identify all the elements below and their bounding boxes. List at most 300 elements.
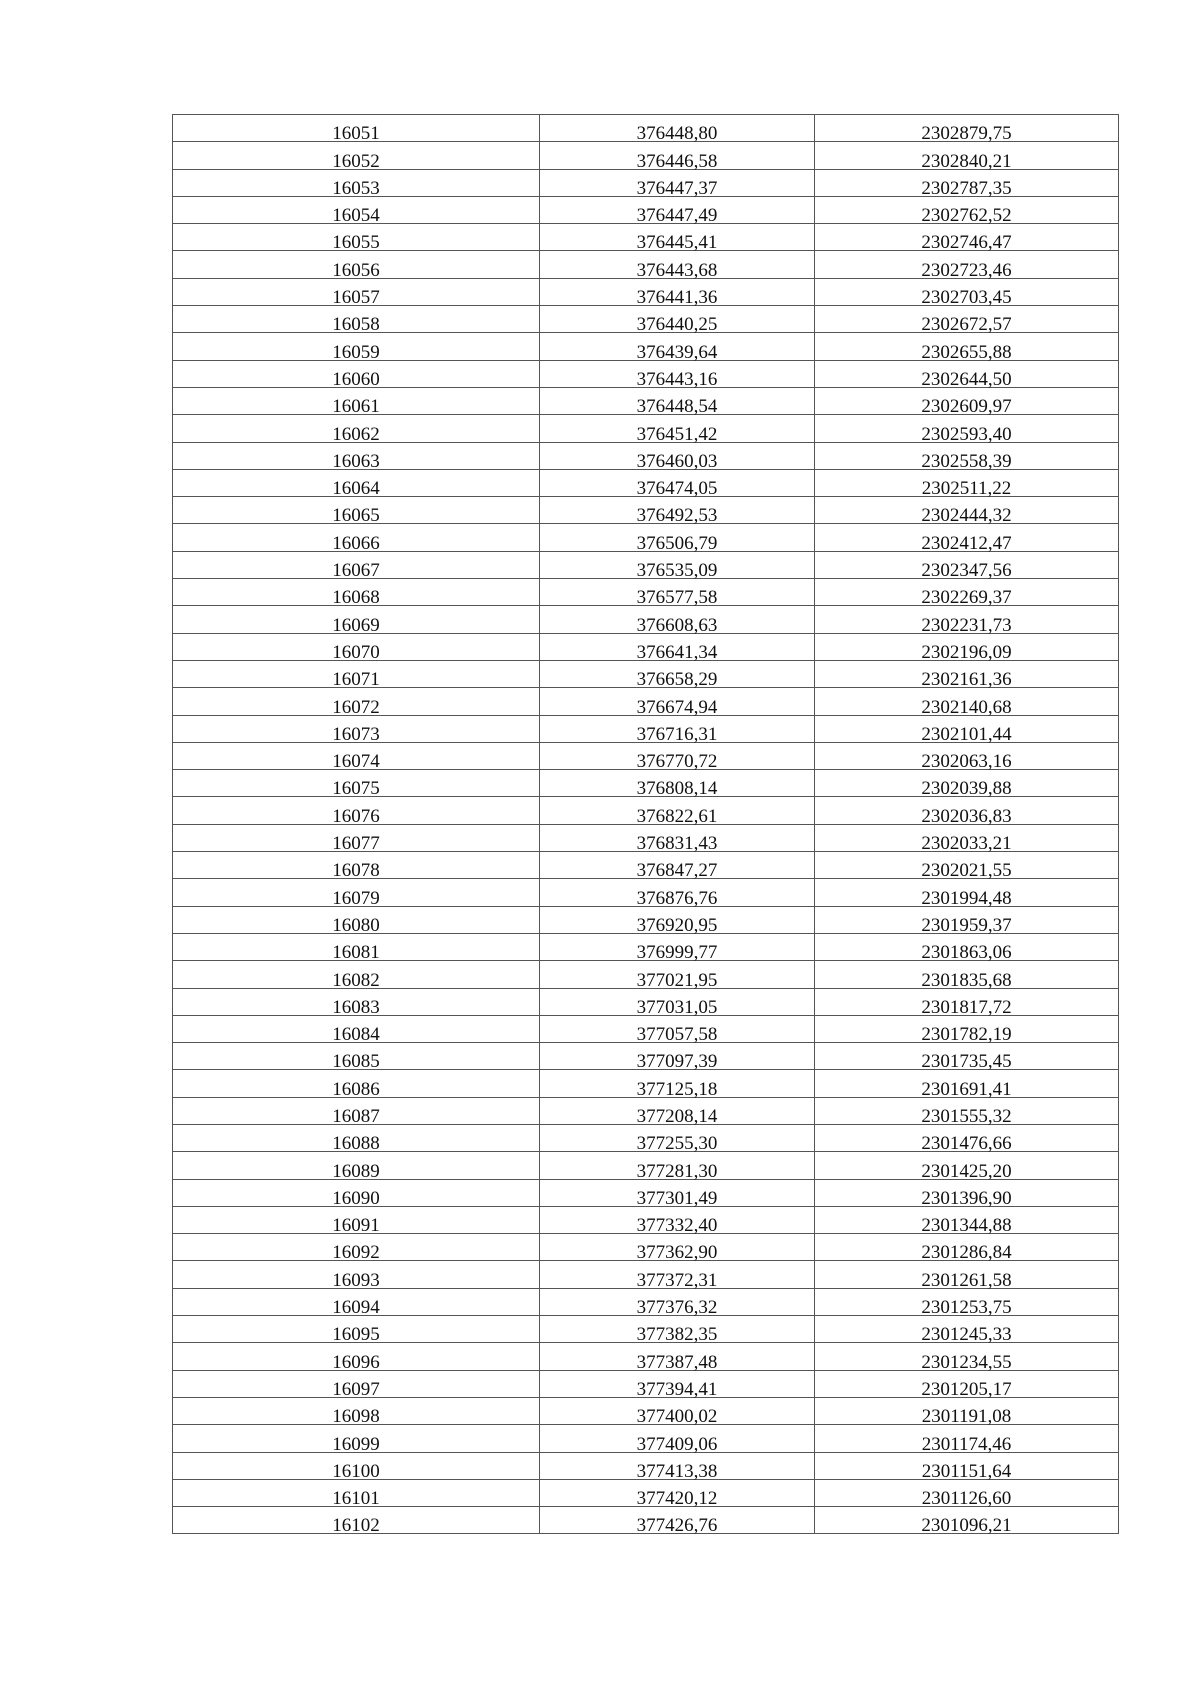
table-row <box>173 278 1119 305</box>
cell-text: 2301735,45 <box>921 1051 1012 1073</box>
cell-text: 16095 <box>332 1324 380 1346</box>
table-row <box>173 579 1119 606</box>
cell-text: 377382,35 <box>636 1324 718 1346</box>
cell-text: 377021,95 <box>636 969 718 991</box>
cell-text: 376999,77 <box>636 942 718 964</box>
table-row <box>173 224 1119 251</box>
cell-text: 2301959,37 <box>921 914 1012 936</box>
cell-text: 2302347,56 <box>921 560 1012 582</box>
x-coordinate-cell <box>540 1043 815 1073</box>
y-coordinate-cell <box>815 1507 1119 1537</box>
x-coordinate-cell <box>540 333 815 363</box>
cell-text: 2302593,40 <box>921 423 1012 445</box>
y-coordinate-cell <box>815 633 1119 663</box>
point-number-cell <box>173 469 540 500</box>
cell-text: 16070 <box>332 641 380 663</box>
table-row <box>173 770 1119 797</box>
x-coordinate-cell <box>540 387 815 418</box>
cell-text: 16077 <box>332 833 380 855</box>
x-coordinate-cell <box>540 1097 815 1127</box>
cell-text: 377394,41 <box>636 1378 718 1400</box>
cell-text: 16051 <box>332 123 380 145</box>
y-coordinate-cell <box>815 1152 1119 1182</box>
x-coordinate-cell <box>540 415 815 445</box>
cell-text: 2302269,37 <box>921 587 1012 609</box>
y-coordinate-cell <box>815 1015 1119 1046</box>
cell-text: 2302161,36 <box>921 669 1012 691</box>
coordinates-table <box>172 114 1119 1537</box>
cell-text: 2301863,06 <box>921 942 1012 964</box>
y-coordinate-cell <box>815 1179 1119 1209</box>
point-number-cell <box>173 797 540 827</box>
table-row <box>173 1507 1119 1534</box>
y-coordinate-cell <box>815 961 1119 991</box>
table-row <box>173 115 1119 142</box>
cell-text: 16063 <box>332 450 380 472</box>
point-number-cell <box>173 770 540 800</box>
cell-text: 16086 <box>332 1078 380 1100</box>
cell-text: 2301253,75 <box>921 1297 1012 1319</box>
cell-text: 16100 <box>332 1460 380 1482</box>
x-coordinate-cell <box>540 497 815 527</box>
y-coordinate-cell <box>815 988 1119 1018</box>
cell-text: 2301425,20 <box>921 1160 1012 1182</box>
table-row <box>173 333 1119 360</box>
point-number-cell <box>173 1097 540 1127</box>
x-coordinate-cell <box>540 1397 815 1428</box>
x-coordinate-cell <box>540 1179 815 1209</box>
y-coordinate-cell <box>815 469 1119 500</box>
cell-text: 16069 <box>332 614 380 636</box>
y-coordinate-cell <box>815 1261 1119 1291</box>
point-number-cell <box>173 1343 540 1373</box>
x-coordinate-cell <box>540 797 815 827</box>
y-coordinate-cell <box>815 196 1119 227</box>
point-number-cell <box>173 1043 540 1073</box>
coordinates-table-body <box>173 115 1119 1537</box>
x-coordinate-cell <box>540 1479 815 1510</box>
x-coordinate-cell <box>540 360 815 390</box>
cell-text: 16097 <box>332 1378 380 1400</box>
cell-text: 2302762,52 <box>921 205 1012 227</box>
cell-text: 2301835,68 <box>921 969 1012 991</box>
point-number-cell <box>173 852 540 882</box>
x-coordinate-cell <box>540 442 815 472</box>
x-coordinate-cell <box>540 115 815 145</box>
x-coordinate-cell <box>540 879 815 909</box>
x-coordinate-cell <box>540 1370 815 1400</box>
point-number-cell <box>173 1179 540 1209</box>
cell-text: 2301555,32 <box>921 1105 1012 1127</box>
cell-text: 2302609,97 <box>921 396 1012 418</box>
point-number-cell <box>173 524 540 554</box>
point-number-cell <box>173 1288 540 1319</box>
y-coordinate-cell <box>815 742 1119 773</box>
x-coordinate-cell <box>540 961 815 991</box>
cell-text: 2302412,47 <box>921 532 1012 554</box>
cell-text: 377400,02 <box>636 1406 718 1428</box>
cell-text: 16066 <box>332 532 380 554</box>
table-row <box>173 1370 1119 1397</box>
y-coordinate-cell <box>815 306 1119 336</box>
cell-text: 16094 <box>332 1297 380 1319</box>
cell-text: 376447,49 <box>636 205 718 227</box>
cell-text: 2302231,73 <box>921 614 1012 636</box>
y-coordinate-cell <box>815 660 1119 691</box>
cell-text: 16060 <box>332 368 380 390</box>
cell-text: 376876,76 <box>636 887 718 909</box>
y-coordinate-cell <box>815 1234 1119 1264</box>
y-coordinate-cell <box>815 1343 1119 1373</box>
x-coordinate-cell <box>540 1343 815 1373</box>
cell-text: 16089 <box>332 1160 380 1182</box>
x-coordinate-cell <box>540 142 815 172</box>
cell-text: 16061 <box>332 396 380 418</box>
cell-text: 2302723,46 <box>921 259 1012 281</box>
cell-text: 16083 <box>332 996 380 1018</box>
table-row <box>173 1206 1119 1233</box>
y-coordinate-cell <box>815 169 1119 199</box>
table-row <box>173 961 1119 988</box>
y-coordinate-cell <box>815 442 1119 472</box>
cell-text: 377301,49 <box>636 1187 718 1209</box>
point-number-cell <box>173 497 540 527</box>
cell-text: 377420,12 <box>636 1488 718 1510</box>
cell-text: 2301286,84 <box>921 1242 1012 1264</box>
y-coordinate-cell <box>815 524 1119 554</box>
point-number-cell <box>173 1452 540 1482</box>
cell-text: 2301994,48 <box>921 887 1012 909</box>
point-number-cell <box>173 1370 540 1400</box>
cell-text: 16071 <box>332 669 380 691</box>
cell-text: 2301096,21 <box>921 1515 1012 1537</box>
x-coordinate-cell <box>540 169 815 199</box>
table-row <box>173 1479 1119 1506</box>
x-coordinate-cell <box>540 1234 815 1264</box>
point-number-cell <box>173 387 540 418</box>
table-row <box>173 1343 1119 1370</box>
point-number-cell <box>173 224 540 254</box>
table-row <box>173 387 1119 414</box>
table-row <box>173 1234 1119 1261</box>
cell-text: 376831,43 <box>636 833 718 855</box>
y-coordinate-cell <box>815 142 1119 172</box>
table-row <box>173 142 1119 169</box>
x-coordinate-cell <box>540 1425 815 1455</box>
point-number-cell <box>173 333 540 363</box>
x-coordinate-cell <box>540 1261 815 1291</box>
cell-text: 16084 <box>332 1024 380 1046</box>
cell-text: 16099 <box>332 1433 380 1455</box>
point-number-cell <box>173 1015 540 1046</box>
cell-text: 376641,34 <box>636 641 718 663</box>
cell-text: 16076 <box>332 805 380 827</box>
point-number-cell <box>173 142 540 172</box>
cell-text: 16053 <box>332 177 380 199</box>
x-coordinate-cell <box>540 278 815 309</box>
point-number-cell <box>173 169 540 199</box>
y-coordinate-cell <box>815 1479 1119 1510</box>
table-row <box>173 1097 1119 1124</box>
table-row <box>173 497 1119 524</box>
cell-text: 2302787,35 <box>921 177 1012 199</box>
point-number-cell <box>173 1507 540 1537</box>
cell-text: 16062 <box>332 423 380 445</box>
table-row <box>173 551 1119 578</box>
cell-text: 16092 <box>332 1242 380 1264</box>
y-coordinate-cell <box>815 1124 1119 1155</box>
cell-text: 2301344,88 <box>921 1215 1012 1237</box>
cell-text: 16093 <box>332 1269 380 1291</box>
table-row <box>173 633 1119 660</box>
y-coordinate-cell <box>815 224 1119 254</box>
y-coordinate-cell <box>815 606 1119 636</box>
cell-text: 377376,32 <box>636 1297 718 1319</box>
cell-text: 16090 <box>332 1187 380 1209</box>
y-coordinate-cell <box>815 1206 1119 1237</box>
x-coordinate-cell <box>540 933 815 964</box>
cell-text: 2302672,57 <box>921 314 1012 336</box>
cell-text: 2302036,83 <box>921 805 1012 827</box>
y-coordinate-cell <box>815 497 1119 527</box>
cell-text: 16068 <box>332 587 380 609</box>
x-coordinate-cell <box>540 660 815 691</box>
table-row <box>173 688 1119 715</box>
cell-text: 2301191,08 <box>921 1406 1012 1428</box>
table-row <box>173 524 1119 551</box>
cell-text: 16078 <box>332 860 380 882</box>
point-number-cell <box>173 306 540 336</box>
x-coordinate-cell <box>540 742 815 773</box>
table-row <box>173 715 1119 742</box>
point-number-cell <box>173 606 540 636</box>
y-coordinate-cell <box>815 1397 1119 1428</box>
cell-text: 2301261,58 <box>921 1269 1012 1291</box>
cell-text: 377097,39 <box>636 1051 718 1073</box>
cell-text: 2301691,41 <box>921 1078 1012 1100</box>
cell-text: 2302033,21 <box>921 833 1012 855</box>
cell-text: 2302644,50 <box>921 368 1012 390</box>
table-row <box>173 824 1119 851</box>
y-coordinate-cell <box>815 933 1119 964</box>
table-row <box>173 360 1119 387</box>
cell-text: 2302558,39 <box>921 450 1012 472</box>
cell-text: 2302703,45 <box>921 287 1012 309</box>
y-coordinate-cell <box>815 387 1119 418</box>
point-number-cell <box>173 442 540 472</box>
cell-text: 2301234,55 <box>921 1351 1012 1373</box>
cell-text: 376448,54 <box>636 396 718 418</box>
y-coordinate-cell <box>815 770 1119 800</box>
table-row <box>173 1425 1119 1452</box>
point-number-cell <box>173 1261 540 1291</box>
cell-text: 376492,53 <box>636 505 718 527</box>
point-number-cell <box>173 1479 540 1510</box>
cell-text: 376535,09 <box>636 560 718 582</box>
x-coordinate-cell <box>540 224 815 254</box>
x-coordinate-cell <box>540 606 815 636</box>
point-number-cell <box>173 196 540 227</box>
y-coordinate-cell <box>815 415 1119 445</box>
cell-text: 2302746,47 <box>921 232 1012 254</box>
cell-text: 16079 <box>332 887 380 909</box>
y-coordinate-cell <box>815 715 1119 745</box>
y-coordinate-cell <box>815 824 1119 855</box>
table-row <box>173 251 1119 278</box>
x-coordinate-cell <box>540 688 815 718</box>
cell-text: 376448,80 <box>636 123 718 145</box>
x-coordinate-cell <box>540 1288 815 1319</box>
y-coordinate-cell <box>815 1425 1119 1455</box>
x-coordinate-cell <box>540 1124 815 1155</box>
cell-text: 376446,58 <box>636 150 718 172</box>
cell-text: 376822,61 <box>636 805 718 827</box>
cell-text: 377387,48 <box>636 1351 718 1373</box>
point-number-cell <box>173 1234 540 1264</box>
x-coordinate-cell <box>540 715 815 745</box>
table-row <box>173 1179 1119 1206</box>
cell-text: 2301782,19 <box>921 1024 1012 1046</box>
point-number-cell <box>173 115 540 145</box>
table-row <box>173 1070 1119 1097</box>
table-row <box>173 1043 1119 1070</box>
cell-text: 376443,68 <box>636 259 718 281</box>
point-number-cell <box>173 660 540 691</box>
cell-text: 377281,30 <box>636 1160 718 1182</box>
cell-text: 16098 <box>332 1406 380 1428</box>
cell-text: 377031,05 <box>636 996 718 1018</box>
table-row <box>173 797 1119 824</box>
cell-text: 376847,27 <box>636 860 718 882</box>
cell-text: 16064 <box>332 478 380 500</box>
cell-text: 376451,42 <box>636 423 718 445</box>
cell-text: 376440,25 <box>636 314 718 336</box>
cell-text: 376506,79 <box>636 532 718 554</box>
x-coordinate-cell <box>540 906 815 936</box>
x-coordinate-cell <box>540 1070 815 1100</box>
cell-text: 16057 <box>332 287 380 309</box>
table-row <box>173 1397 1119 1424</box>
cell-text: 2302511,22 <box>921 478 1012 500</box>
table-row <box>173 660 1119 687</box>
x-coordinate-cell <box>540 633 815 663</box>
table-row <box>173 988 1119 1015</box>
point-number-cell <box>173 551 540 582</box>
cell-text: 2301396,90 <box>921 1187 1012 1209</box>
cell-text: 16082 <box>332 969 380 991</box>
cell-text: 2302444,32 <box>921 505 1012 527</box>
cell-text: 16054 <box>332 205 380 227</box>
cell-text: 2301174,46 <box>921 1433 1012 1455</box>
cell-text: 376808,14 <box>636 778 718 800</box>
point-number-cell <box>173 1316 540 1346</box>
point-number-cell <box>173 933 540 964</box>
table-row <box>173 742 1119 769</box>
cell-text: 377332,40 <box>636 1215 718 1237</box>
y-coordinate-cell <box>815 797 1119 827</box>
cell-text: 377372,31 <box>636 1269 718 1291</box>
cell-text: 16091 <box>332 1215 380 1237</box>
cell-text: 376460,03 <box>636 450 718 472</box>
y-coordinate-cell <box>815 1288 1119 1319</box>
point-number-cell <box>173 988 540 1018</box>
cell-text: 377057,58 <box>636 1024 718 1046</box>
cell-text: 16072 <box>332 696 380 718</box>
point-number-cell <box>173 1070 540 1100</box>
cell-text: 2302021,55 <box>921 860 1012 882</box>
y-coordinate-cell <box>815 1452 1119 1482</box>
table-row <box>173 879 1119 906</box>
x-coordinate-cell <box>540 852 815 882</box>
cell-text: 16088 <box>332 1133 380 1155</box>
cell-text: 377208,14 <box>636 1105 718 1127</box>
cell-text: 16087 <box>332 1105 380 1127</box>
cell-text: 2302655,88 <box>921 341 1012 363</box>
x-coordinate-cell <box>540 196 815 227</box>
y-coordinate-cell <box>815 1316 1119 1346</box>
x-coordinate-cell <box>540 1152 815 1182</box>
cell-text: 16067 <box>332 560 380 582</box>
point-number-cell <box>173 1124 540 1155</box>
cell-text: 376716,31 <box>636 723 718 745</box>
cell-text: 2302879,75 <box>921 123 1012 145</box>
cell-text: 376447,37 <box>636 177 718 199</box>
cell-text: 2301245,33 <box>921 1324 1012 1346</box>
y-coordinate-cell <box>815 251 1119 281</box>
cell-text: 16059 <box>332 341 380 363</box>
point-number-cell <box>173 633 540 663</box>
cell-text: 16102 <box>332 1515 380 1537</box>
cell-text: 2302196,09 <box>921 641 1012 663</box>
cell-text: 377413,38 <box>636 1460 718 1482</box>
cell-text: 2302840,21 <box>921 150 1012 172</box>
x-coordinate-cell <box>540 1507 815 1537</box>
cell-text: 16055 <box>332 232 380 254</box>
x-coordinate-cell <box>540 251 815 281</box>
table-row <box>173 1152 1119 1179</box>
point-number-cell <box>173 688 540 718</box>
cell-text: 16052 <box>332 150 380 172</box>
table-row <box>173 415 1119 442</box>
table-row <box>173 469 1119 496</box>
y-coordinate-cell <box>815 551 1119 582</box>
cell-text: 16081 <box>332 942 380 964</box>
cell-text: 376439,64 <box>636 341 718 363</box>
y-coordinate-cell <box>815 906 1119 936</box>
cell-text: 376658,29 <box>636 669 718 691</box>
x-coordinate-cell <box>540 770 815 800</box>
point-number-cell <box>173 1152 540 1182</box>
cell-text: 16085 <box>332 1051 380 1073</box>
y-coordinate-cell <box>815 579 1119 609</box>
point-number-cell <box>173 278 540 309</box>
point-number-cell <box>173 742 540 773</box>
table-row <box>173 169 1119 196</box>
x-coordinate-cell <box>540 579 815 609</box>
cell-text: 16056 <box>332 259 380 281</box>
y-coordinate-cell <box>815 360 1119 390</box>
table-row <box>173 933 1119 960</box>
cell-text: 16075 <box>332 778 380 800</box>
point-number-cell <box>173 961 540 991</box>
table-row <box>173 606 1119 633</box>
x-coordinate-cell <box>540 988 815 1018</box>
cell-text: 377255,30 <box>636 1133 718 1155</box>
y-coordinate-cell <box>815 115 1119 145</box>
cell-text: 2301126,60 <box>921 1488 1012 1510</box>
cell-text: 377409,06 <box>636 1433 718 1455</box>
table-row <box>173 852 1119 879</box>
